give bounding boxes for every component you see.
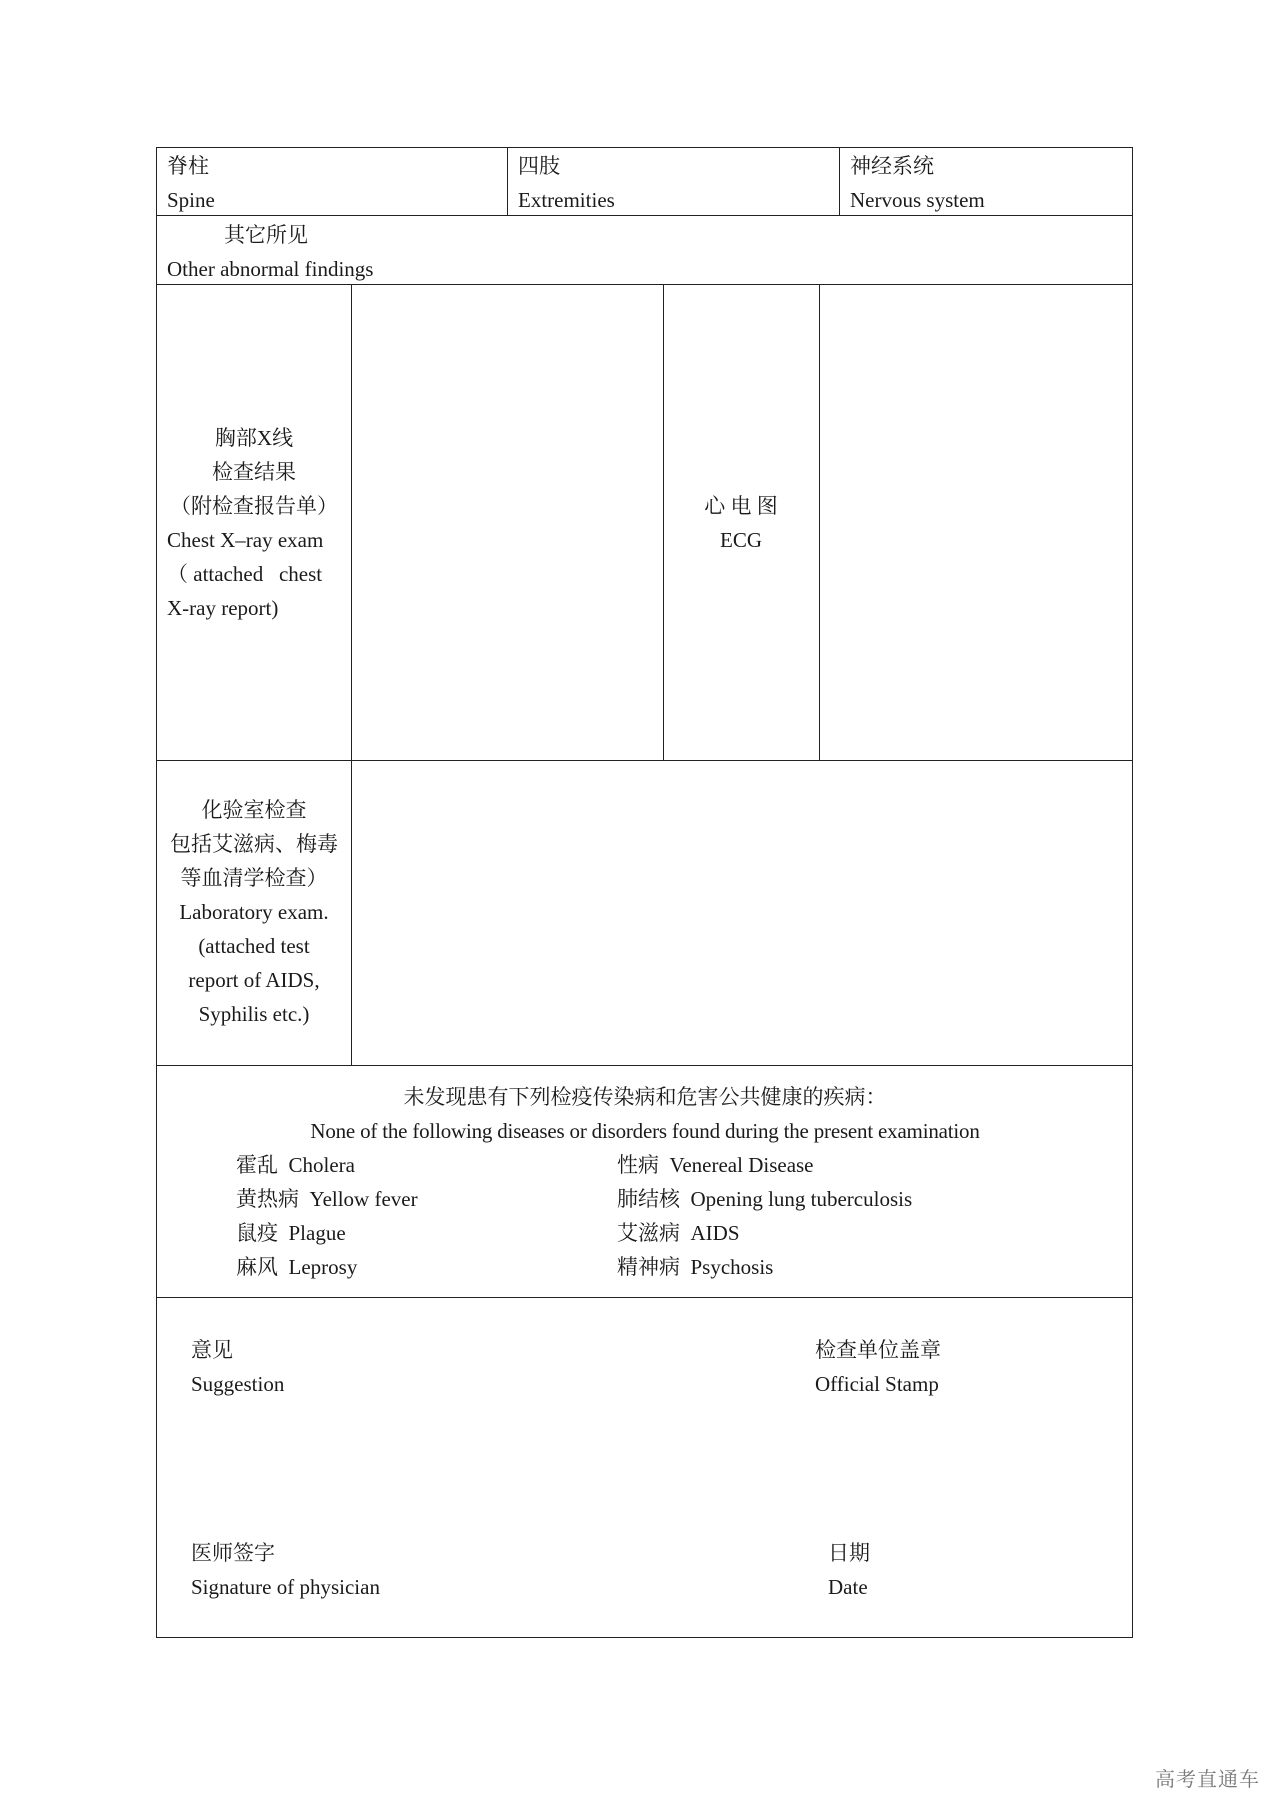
disease-zh: 霍乱 — [236, 1153, 278, 1177]
divider-xray-ecg — [663, 284, 664, 760]
disease-item — [617, 1250, 1117, 1284]
rule-5 — [156, 1297, 1133, 1298]
divider-extremities-nervous — [839, 147, 840, 215]
spine-cell — [167, 149, 497, 217]
physician-signature-block — [191, 1536, 591, 1604]
other-findings-label-en: Other abnormal findings — [167, 257, 374, 281]
official-stamp-block — [815, 1333, 1115, 1401]
chest-xray-line-3: （附检查报告单） — [170, 494, 338, 518]
disease-en: AIDS — [690, 1221, 740, 1245]
signature-label-en: Signature of physician — [191, 1575, 380, 1599]
date-label-en: Date — [828, 1575, 868, 1599]
disease-en: Cholera — [288, 1153, 355, 1177]
lab-line-6: report of AIDS, — [188, 968, 320, 992]
disease-zh: 精神病 — [617, 1255, 680, 1279]
chest-xray-line-1: 胸部X线 — [214, 426, 294, 450]
disease-en: Leprosy — [288, 1255, 358, 1279]
disease-en: Psychosis — [690, 1255, 774, 1279]
extremities-cell — [518, 149, 828, 217]
divider-xray-label — [351, 284, 352, 1065]
other-findings-cell — [167, 218, 567, 286]
rule-3 — [156, 760, 1133, 761]
extremities-label-zh: 四肢 — [518, 154, 560, 178]
disease-item — [617, 1148, 1117, 1182]
lab-line-1: 化验室检查 — [201, 798, 307, 822]
suggestion-block — [191, 1333, 591, 1401]
divider-spine-extremities — [507, 147, 508, 215]
ecg-label-en: ECG — [720, 528, 762, 552]
disease-zh: 鼠疫 — [236, 1221, 278, 1245]
date-block — [828, 1536, 1108, 1604]
lab-line-2: 包括艾滋病、梅毒 — [170, 832, 338, 856]
lab-line-7: Syphilis etc.) — [198, 1002, 310, 1026]
spine-label-en: Spine — [167, 188, 215, 212]
stamp-label-zh: 检查单位盖章 — [815, 1338, 941, 1362]
suggestion-label-zh: 意见 — [191, 1338, 233, 1362]
disease-en: Venereal Disease — [669, 1153, 814, 1177]
lab-line-3: 等血清学检查） — [180, 866, 328, 890]
date-label-zh: 日期 — [828, 1541, 870, 1565]
diseases-title — [160, 1080, 1130, 1148]
nervous-system-cell — [850, 149, 1120, 217]
disease-zh: 性病 — [617, 1153, 659, 1177]
disease-en: Yellow fever — [309, 1187, 418, 1211]
disease-item — [236, 1182, 566, 1216]
disease-en: Opening lung tuberculosis — [690, 1187, 913, 1211]
disease-zh: 肺结核 — [617, 1187, 680, 1211]
ecg-label-zh: 心 电 图 — [704, 494, 778, 518]
chest-xray-line-6: X-ray report) — [167, 596, 279, 620]
disease-en: Plague — [288, 1221, 346, 1245]
disease-item — [617, 1182, 1117, 1216]
suggestion-label-en: Suggestion — [191, 1372, 285, 1396]
disease-item — [236, 1216, 566, 1250]
disease-item — [236, 1250, 566, 1284]
diseases-title-zh: 未发现患有下列检疫传染病和危害公共健康的疾病： — [403, 1085, 887, 1109]
diseases-left-column — [236, 1148, 566, 1284]
chest-xray-label — [160, 421, 348, 625]
stamp-label-en: Official Stamp — [815, 1372, 939, 1396]
lab-exam-label — [160, 793, 348, 1031]
disease-zh: 艾滋病 — [617, 1221, 680, 1245]
lab-line-4: Laboratory exam. — [179, 900, 329, 924]
nervous-label-en: Nervous system — [850, 188, 985, 212]
disease-item — [617, 1216, 1117, 1250]
diseases-right-column — [617, 1148, 1117, 1284]
disease-item — [236, 1148, 566, 1182]
spine-label-zh: 脊柱 — [167, 154, 209, 178]
chest-xray-line-4: Chest X–ray exam — [167, 528, 324, 552]
disease-zh: 麻风 — [236, 1255, 278, 1279]
extremities-label-en: Extremities — [518, 188, 615, 212]
divider-ecg-label — [819, 284, 820, 760]
chest-xray-line-5: （ attached chest — [167, 562, 323, 586]
watermark-text: 高考直通车 — [1155, 1767, 1260, 1791]
rule-4 — [156, 1065, 1133, 1066]
lab-line-5: (attached test — [198, 934, 310, 958]
disease-zh: 黄热病 — [236, 1187, 299, 1211]
other-findings-label-zh: 其它所见 — [224, 223, 308, 247]
chest-xray-line-2: 检查结果 — [212, 460, 296, 484]
diseases-title-en: None of the following diseases or disorders found during the present examination — [310, 1119, 980, 1143]
ecg-label — [665, 489, 817, 557]
signature-label-zh: 医师签字 — [191, 1541, 275, 1565]
nervous-label-zh: 神经系统 — [850, 154, 934, 178]
